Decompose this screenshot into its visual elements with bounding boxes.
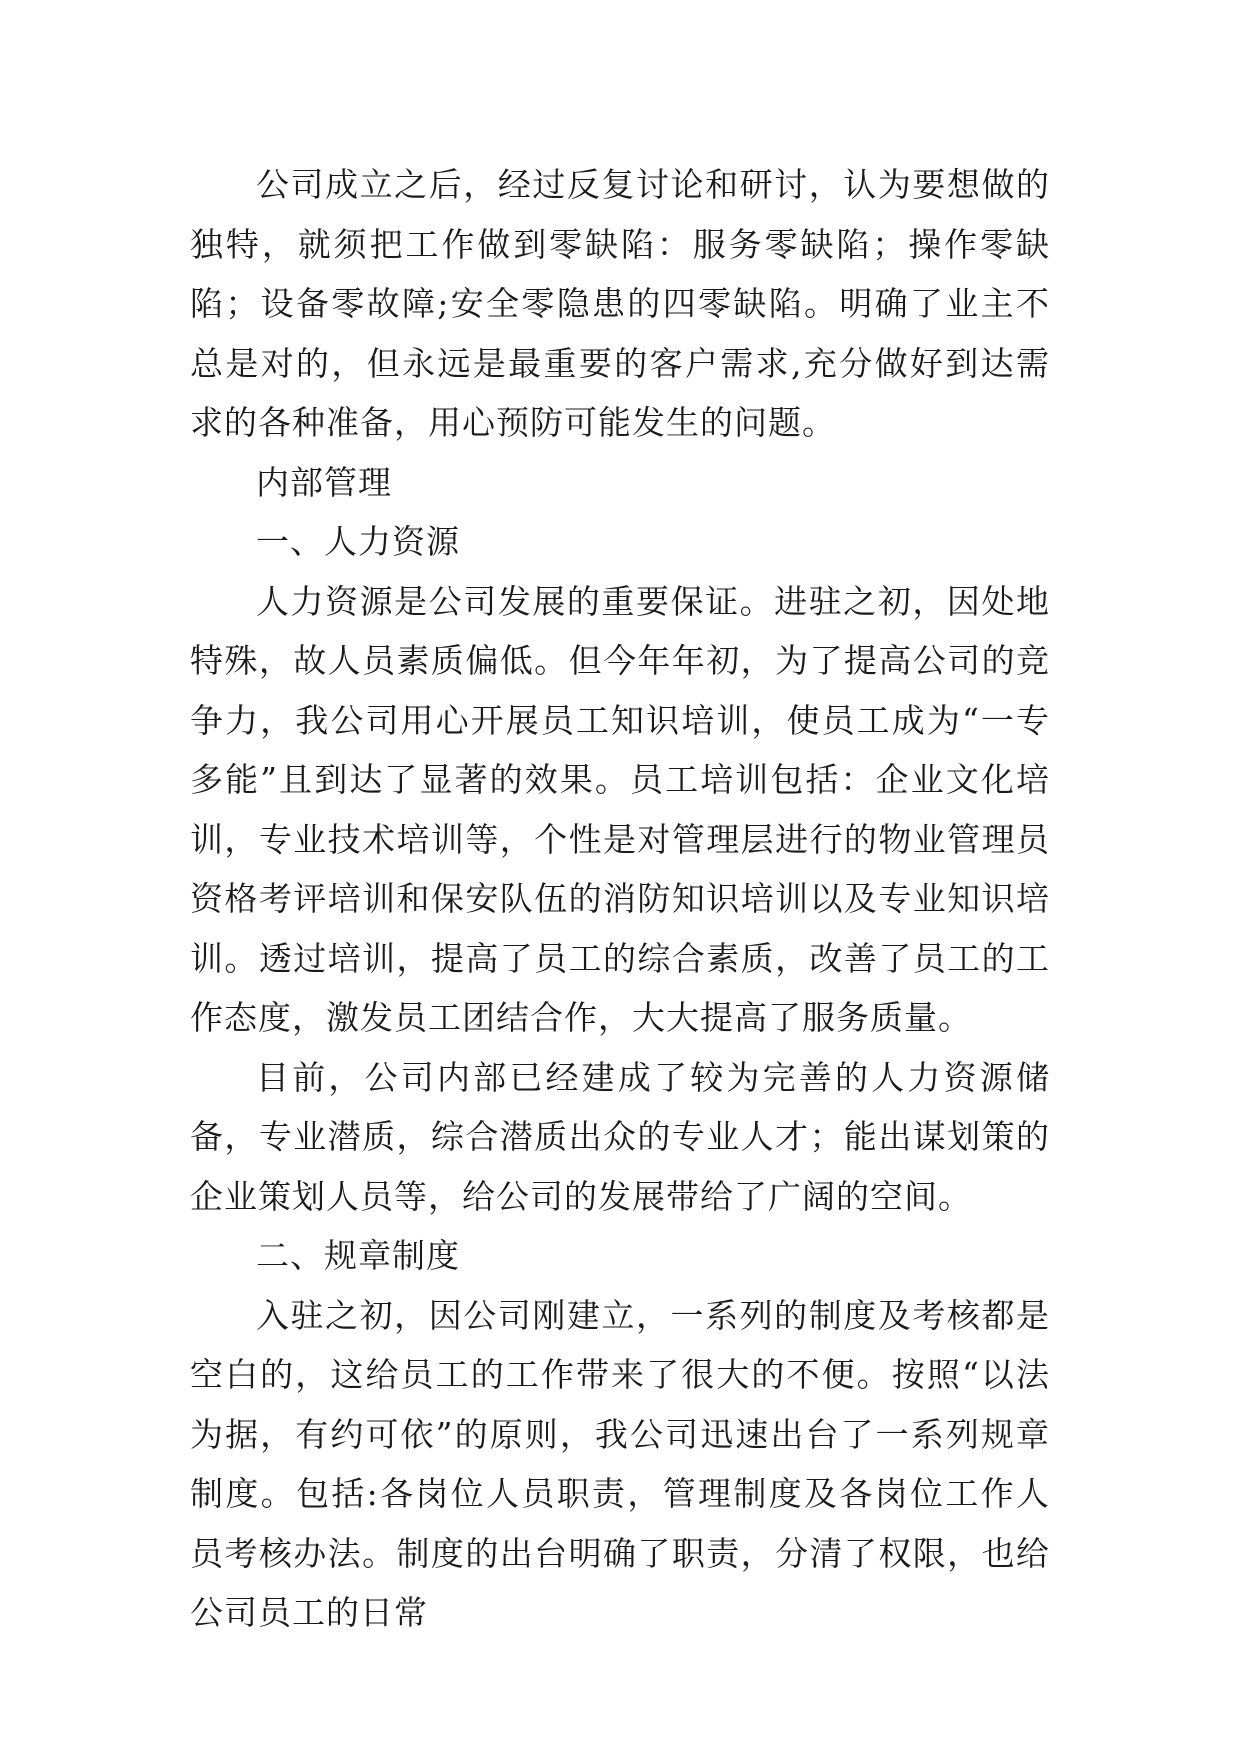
paragraph-human-resources: 人力资源是公司发展的重要保证。进驻之初，因处地特殊，故人员素质偏低。但今年年初，为了提高公司的竞争力，我公司用心开展员工知识培训，使员工成为“一专多能”且到达了显著的效果。员工培训包括：企业文化培训，专业技术培训等，个性是对管理层进行的物业管理员资格考评培训和保安队伍的消防知识培训以及专业知识培训。透过培训，提高了员工的综合素质，改善了员工的工作态度，激发员工团结合作，大大提高了服务质量。	[190, 581, 1050, 1037]
subheading-human-resources: 一、人力资源	[256, 522, 460, 561]
paragraph-rules-regulations: 入驻之初，因公司刚建立，一系列的制度及考核都是空白的，这给员工的工作带来了很大的不便。按照“以法为据，有约可依”的原则，我公司迅速出台了一系列规章制度。包括:各岗位人员职责，管理制度及各岗位工作人员考核办法。制度的出台明确了职责，分清了权限，也给公司员工的日常	[190, 1295, 1050, 1632]
paragraph-company-founding: 公司成立之后，经过反复讨论和研讨，认为要想做的独特，就须把工作做到零缺陷：服务零缺陷；操作零缺陷；设备零故障;安全零隐患的四零缺陷。明确了业主不总是对的，但永远是最重要的客户需求,充分做好到达需求的各种准备，用心预防可能发生的问题。	[190, 165, 1050, 442]
document-body	[190, 155, 1050, 1643]
subheading-rules-regulations: 二、规章制度	[256, 1236, 460, 1275]
paragraph-current-status: 目前，公司内部已经建成了较为完善的人力资源储备，专业潜质，综合潜质出众的专业人才；能出谋划策的企业策划人员等，给公司的发展带给了广阔的空间。	[190, 1057, 1050, 1216]
section-heading-internal-management: 内部管理	[256, 462, 392, 502]
